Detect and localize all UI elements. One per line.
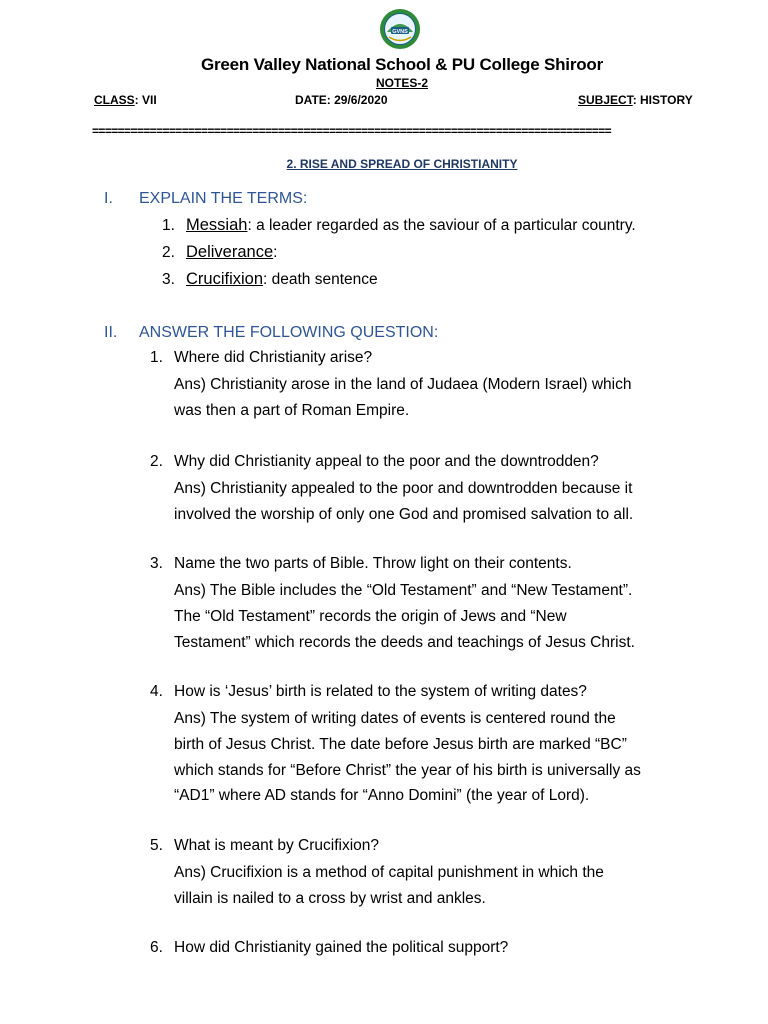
answer-line: The “Old Testament” records the origin of Jews and “New xyxy=(174,607,567,625)
answer-block xyxy=(174,372,631,424)
class-label: CLASS xyxy=(94,93,135,107)
question-text: Where did Christianity arise? xyxy=(174,349,373,366)
section-numeral: I. xyxy=(104,190,113,207)
answer-line: Ans) The system of writing dates of events is centered round the xyxy=(174,710,616,727)
section-answer-questions xyxy=(104,324,438,342)
chapter-title: 2. RISE AND SPREAD OF CHRISTIANITY xyxy=(286,157,518,171)
answer-block xyxy=(174,860,604,912)
question-item xyxy=(150,939,508,957)
term-word: Crucifixion xyxy=(186,270,264,288)
term-number: 3. xyxy=(162,271,175,288)
answer-line: Ans) Christianity appealed to the poor and downtrodden because it xyxy=(174,480,633,497)
term-definition: : death sentence xyxy=(263,271,378,288)
notes-text: NOTES-2 xyxy=(375,76,428,90)
term-item xyxy=(162,243,277,262)
term-word: Deliverance xyxy=(186,243,274,261)
notes-label xyxy=(0,76,768,90)
term-word: Messiah xyxy=(186,216,248,234)
date-info: DATE: 29/6/2020 xyxy=(295,93,388,107)
question-item xyxy=(150,837,379,855)
term-item xyxy=(162,270,378,289)
separator-line: ================================================================================= xyxy=(92,124,612,138)
answer-line: Ans) Crucifixion is a method of capital punishment in which the xyxy=(174,864,604,881)
section-title: EXPLAIN THE TERMS: xyxy=(139,190,308,207)
question-number: 1. xyxy=(150,349,163,366)
question-number: 3. xyxy=(150,555,163,572)
answer-block xyxy=(174,476,633,528)
subject-value: : HISTORY xyxy=(632,93,693,107)
class-info xyxy=(94,93,157,107)
question-number: 6. xyxy=(150,939,163,956)
question-text: Why did Christianity appeal to the poor and the downtrodden? xyxy=(174,453,599,470)
answer-line: Ans) Christianity arose in the land of Judaea (Modern Israel) which xyxy=(174,376,632,393)
section-title: ANSWER THE FOLLOWING QUESTION: xyxy=(139,324,439,341)
class-value: : VII xyxy=(134,93,157,107)
answer-block xyxy=(174,578,635,655)
answer-line: which stands for “Before Christ” the year of his birth is universally as xyxy=(174,761,641,779)
answer-line: “AD1” where AD stands for “Anno Domini” (the year of Lord). xyxy=(174,787,590,805)
answer-line: was then a part of Roman Empire. xyxy=(174,401,410,419)
term-definition: : a leader regarded as the saviour of a particular country. xyxy=(247,217,636,234)
question-item xyxy=(150,453,599,471)
logo-text: GVNS xyxy=(392,29,408,35)
question-item xyxy=(150,555,572,573)
question-text: How did Christianity gained the political support? xyxy=(174,939,509,956)
term-item xyxy=(162,216,636,235)
subject-label: SUBJECT xyxy=(578,93,633,107)
answer-line: birth of Jesus Christ. The date before Jesus birth are marked “BC” xyxy=(174,735,627,753)
question-number: 5. xyxy=(150,837,163,854)
term-definition: : xyxy=(273,244,278,261)
question-text: What is meant by Crucifixion? xyxy=(174,837,380,854)
answer-line: Ans) The Bible includes the “Old Testament” and “New Testament”. xyxy=(174,582,633,599)
term-number: 2. xyxy=(162,244,175,261)
section-explain-terms xyxy=(104,190,307,208)
question-item xyxy=(150,349,372,367)
school-name: Green Valley National School & PU College Shiroor xyxy=(200,55,604,74)
school-logo xyxy=(379,8,421,50)
answer-block xyxy=(174,706,641,809)
question-number: 2. xyxy=(150,453,163,470)
answer-line: Testament” which records the deeds and teachings of Jesus Christ. xyxy=(174,633,635,651)
section-numeral: II. xyxy=(104,324,118,341)
answer-line: villain is nailed to a cross by wrist and ankles. xyxy=(174,889,486,907)
question-number: 4. xyxy=(150,683,163,700)
question-text: Name the two parts of Bible. Throw light on their contents. xyxy=(174,555,572,572)
term-number: 1. xyxy=(162,217,175,234)
question-item xyxy=(150,683,587,701)
answer-line: involved the worship of only one God and promised salvation to all. xyxy=(174,505,634,523)
subject-info xyxy=(578,93,693,107)
question-text: How is ‘Jesus’ birth is related to the system of writing dates? xyxy=(174,683,587,700)
